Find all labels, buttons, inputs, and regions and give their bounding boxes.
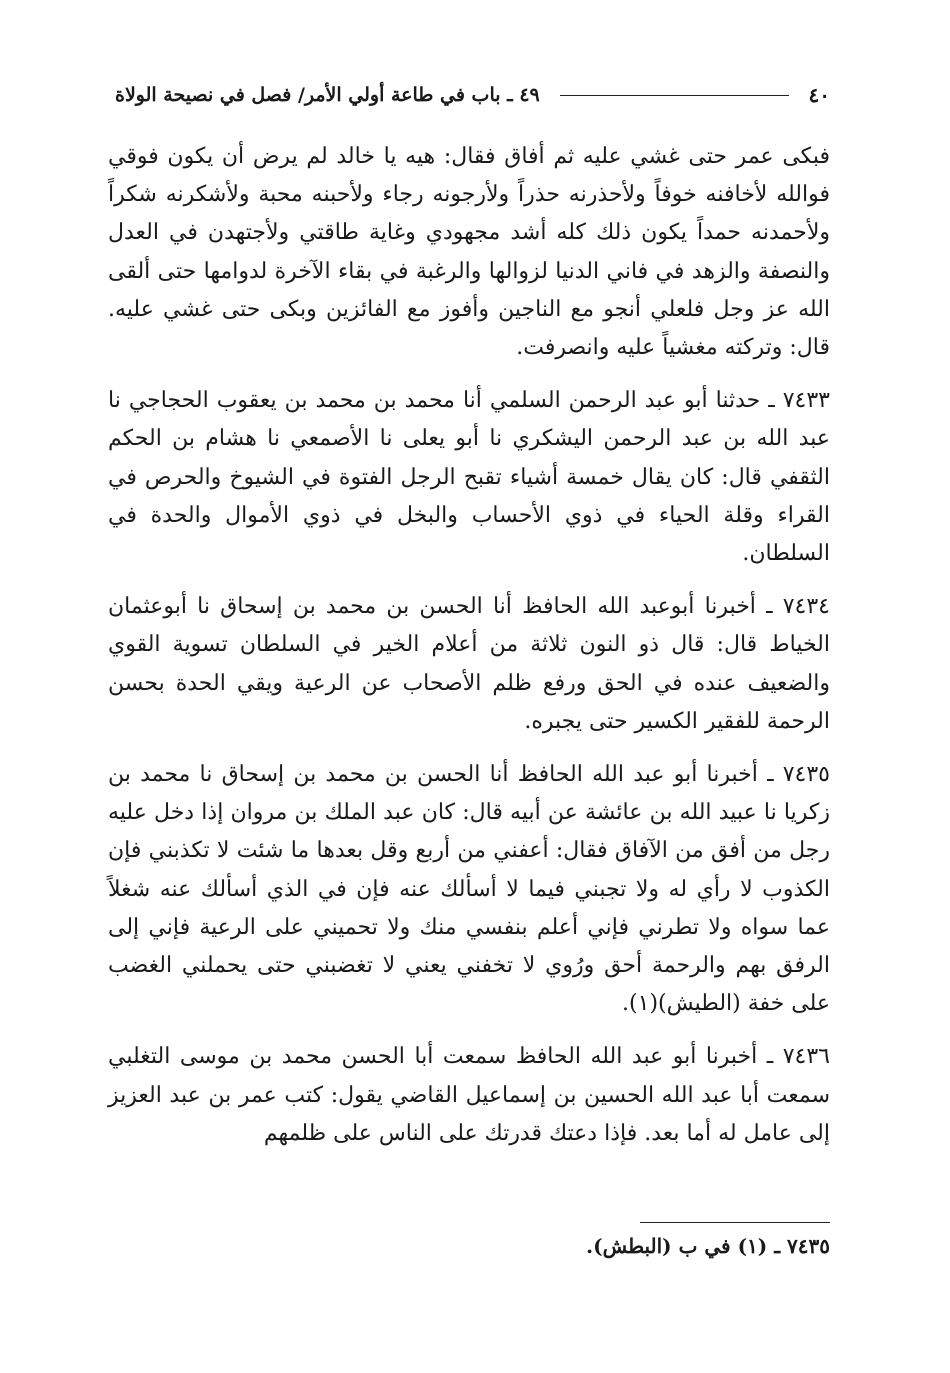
paragraph-7433: ٧٤٣٣ ـ حدثنا أبو عبد الرحمن السلمي أنا محمد بن محمد بن يعقوب الحجاجي نا عبد الله بن عبد الرحمن اليشكري نا أبو يعلى نا الأصمعي نا هشام بن الحكم الثقفي قال: كان يقال خمسة أشياء تقبح الرجل الفتوة في الشيوخ والحرص في القراء وقلة الحياء في ذوي الأحساب والبخل في ذوي الأموال والحدة في السلطان. [108,388,830,567]
footnote: ٧٤٣٥ ـ (١) في ب (البطش). [586,1234,830,1258]
page-number: ٤٠ [808,83,830,107]
running-title: ٤٩ ـ باب في طاعة أولي الأمر/ فصل في نصيحة الولاة [115,84,540,106]
paragraph-7436: ٧٤٣٦ ـ أخبرنا أبو عبد الله الحافظ سمعت أبا الحسن محمد بن موسى التغلبي سمعت أبا عبد الله الحسين بن إسماعيل القاضي يقول: كتب عمر بن عبد العزيز إلى عامل له أما بعد. فإذا دعتك قدرتك على الناس على ظلمهم [108,1044,830,1146]
page-header [115,78,830,112]
header-rule [560,95,789,96]
footnote-separator [640,1222,830,1223]
paragraph-intro: فبكى عمر حتى غشي عليه ثم أفاق فقال: هيه يا خالد لم يرض أن يكون فوقي فوالله لأخافنه خوفاً ولأحذرنه حذراً ولأرجونه رجاء ولأحبنه محبة ولأشكرنه شكراً ولأحمدنه حمداً يكون ذلك كله أشد مجهودي وغاية طاقتي ولأجتهدن في العدل والنصفة والزهد في فاني الدنيا لزوالها والرغبة في بقاء الآخرة لدوامها حتى ألقى الله عز وجل فلعلي أنجو مع الناجين وأفوز مع الفائزين وبكى حتى غشي عليه. قال: وتركته مغشياً عليه وانصرفت. [108,144,830,361]
paragraph-7434: ٧٤٣٤ ـ أخبرنا أبوعبد الله الحافظ أنا الحسن بن محمد بن إسحاق نا أبوعثمان الخياط قال: قال ذو النون ثلاثة من أعلام الخير في السلطان تسوية القوي والضعيف عنده في الحق ورفع ظلم الأصحاب عن الرعية ويقي الحدة بحسن الرحمة للفقير الكسير حتى يجبره. [108,594,830,734]
paragraph-7435: ٧٤٣٥ ـ أخبرنا أبو عبد الله الحافظ أنا الحسن بن محمد بن إسحاق نا محمد بن زكريا نا عبيد الله بن عائشة عن أبيه قال: كان عبد الملك بن مروان إذا دخل عليه رجل من أفق من الآفاق فقال: أعفني من أربع وقل بعدها ما شئت لا تكذبني فإن الكذوب لا رأي له ولا تجبني فيما لا أسألك عنه فإن في الذي أسألك عنه شغلاً عما سواه ولا تطرني فإني أعلم بنفسي منك ولا تحميني على الرعية فإني إلى الرفق بهم والرحمة أحق ورُوي لا تخفني يعني لا تغضبني حتى يحملني الغضب على خفة (الطيش)(١). [108,762,830,1017]
main-text [108,138,830,1153]
